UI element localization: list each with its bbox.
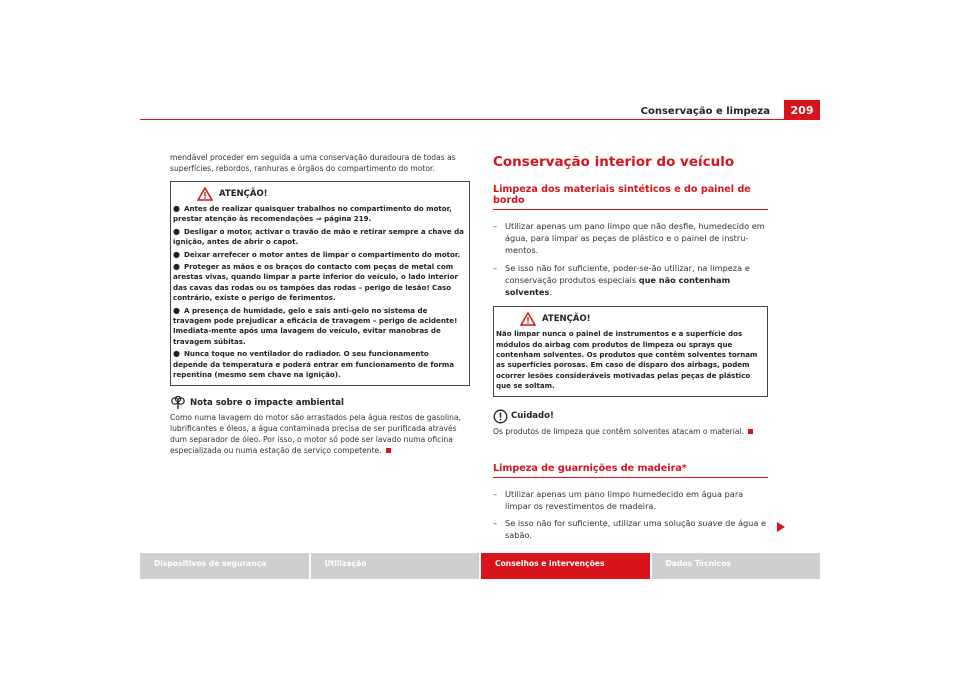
warning-item: ● Deixar arrefecer o motor antes de limpar o compartimento do motor. — [173, 249, 461, 259]
dash-marker: – — [493, 262, 498, 273]
footer-nav — [140, 553, 820, 579]
emphasis-text: suave — [698, 518, 723, 529]
highlight-text: que não contenham solventes — [505, 274, 731, 298]
main-heading: Conservação interior do veículo — [493, 154, 735, 170]
warning-text: Não limpar nunca o painel de instrumentos e a superfície dos módulos do airbag com produtos de limpeza ou sprays que contenham solventes. Os produtos que contêm solventes tornam as superfícies porosas. Em caso de disparo dos airbags, podem ocorrer lesões consideráveis motivadas pelas peças de plástico que se soltam. — [496, 329, 758, 391]
bullet-icon: ● — [173, 226, 180, 236]
warning-item: ● Nunca toque no ventilador do radiador. O seu funcionamento depende da temperatura e poderá entrar em funcionamento de forma repentina (mesmo sem chave na ignição). — [173, 349, 455, 380]
warning-triangle-icon — [197, 187, 213, 201]
exclamation-circle-icon — [493, 409, 508, 424]
section-heading-wood: Limpeza de guarnições de madeira* — [493, 463, 768, 478]
tree-icon — [170, 396, 186, 410]
caution-text: Os produtos de limpeza que contêm solventes atacam o material. — [493, 426, 768, 437]
warning-title: ATENÇÃO! — [542, 314, 591, 325]
caution-title: Cuidado! — [511, 411, 554, 422]
end-mark-icon — [386, 448, 391, 453]
warning-item: ● Desligar o motor, activar o travão de mão e retirar sempre a chave da ignição, antes de abrir o capot. — [173, 226, 464, 247]
intro-paragraph: mendável proceder em seguida a uma conservação duradoura de todas as superfícies, rebordos, ranhuras e órgãos do compartimento do motor. — [170, 153, 456, 173]
warning-item: ● A presença de humidade, gelo e sais anti-gelo no sistema de travagem pode prejudicar a eficácia de travagem – perigo de acidente! Imediata-mente após uma lavagem do veículo, evitar manobras de travagem súbitas. — [173, 305, 458, 346]
bullet-icon: ● — [173, 305, 180, 315]
end-mark-icon — [748, 429, 753, 434]
page-number: 209 — [784, 100, 820, 120]
env-note-title: Nota sobre o impacte ambiental — [190, 397, 344, 408]
warning-triangle-icon — [520, 312, 536, 326]
warning-header — [496, 311, 762, 327]
list-item: – Se isso não for suficiente, utilizar uma solução suave de água e sabão. — [493, 518, 767, 541]
tab-advice[interactable]: Conselhos e intervenções — [481, 553, 650, 579]
tab-safety-devices[interactable]: Dispositivos de segurança — [140, 553, 309, 579]
header-rule — [140, 119, 820, 120]
next-page-arrow-icon[interactable] — [777, 522, 785, 532]
warning-item: ● Proteger as mãos e os braços do contacto com peças de metal com arestas vivas, quando limpar a parte inferior do veículo, o lado interior das cavas das rodas ou os tampões das rodas – perigo de lesão! Caso contrário, existe o perigo de ferimentos. — [173, 262, 458, 303]
warning-title: ATENÇÃO! — [219, 189, 268, 199]
warning-box-airbag — [493, 306, 768, 396]
env-note-text: Como numa lavagem do motor são arrastados pela água restos de gasolina, lubrificantes e óleos, a água contaminada precisa de ser purificada através dum separador de óleo. Por isso, o motor só pode ser lavado numa oficina especializada ou numa estação de serviço competente. — [170, 412, 461, 455]
dash-marker: – — [493, 488, 498, 499]
caution-header — [493, 409, 768, 424]
tab-technical-data[interactable]: Dados Técnicos — [652, 553, 821, 579]
dash-marker: – — [493, 518, 498, 529]
bullet-icon: ● — [173, 349, 180, 359]
dash-marker: – — [493, 221, 498, 231]
warning-box — [170, 181, 470, 386]
right-column — [493, 152, 768, 546]
list-item: – Utilizar apenas um pano limpo que não desfie, humedecido em água, para limpar as peças de plástico e o painel de instru-mentos. — [493, 221, 765, 256]
bullet-icon: ● — [173, 249, 180, 259]
env-note-header — [170, 396, 470, 410]
list-item: – Se isso não for suficiente, poder-se-ão utilizar, na limpeza e conservação produtos especiais que não contenham solventes. — [493, 262, 750, 298]
warning-header — [173, 186, 464, 202]
bullet-icon: ● — [173, 262, 180, 272]
section-heading-plastics: Limpeza dos materiais sintéticos e do painel de bordo — [493, 184, 768, 210]
bullet-icon: ● — [173, 204, 180, 213]
warning-item: ● Antes de realizar quaisquer trabalhos no compartimento do motor, prestar atenção às recomendações ⇒ página 219. — [173, 204, 452, 224]
page-header-title: Conservação e limpeza — [640, 106, 770, 117]
left-column — [170, 152, 470, 456]
tab-usage[interactable]: Utilização — [311, 553, 480, 579]
list-item: – Utilizar apenas um pano limpo humedecido em água para limpar os revestimentos de madeira. — [493, 488, 744, 511]
